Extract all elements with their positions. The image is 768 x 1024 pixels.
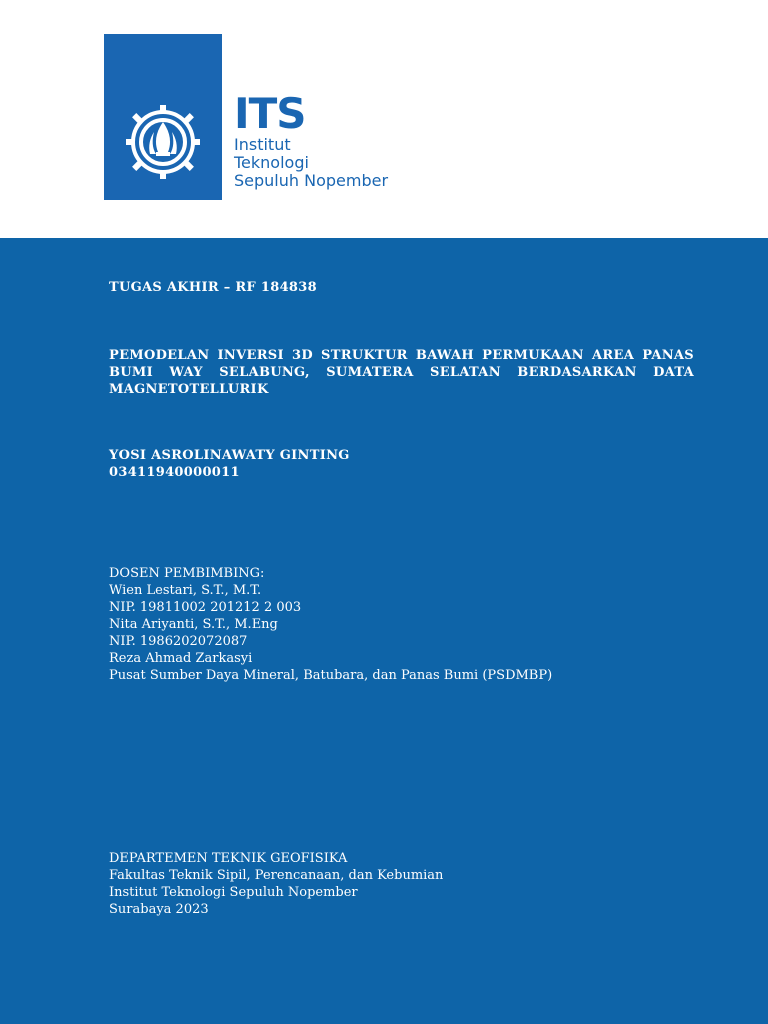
affiliation-block — [109, 850, 443, 918]
thesis-title: PEMODELAN INVERSI 3D STRUKTUR BAWAH PERMUKAAN AREA PANAS BUMI WAY SELABUNG, SUMATERA SELATAN BERDASARKAN DATA MAGNETOTELLURIK — [109, 348, 694, 397]
supervisor-line: Reza Ahmad Zarkasyi — [109, 651, 253, 666]
institute-name: Institut Teknologi Sepuluh Nopember — [109, 885, 358, 900]
its-emblem-icon — [104, 34, 222, 200]
its-wordmark: ITS — [234, 89, 306, 138]
supervisor-line: NIP. 19811002 201212 2 003 — [109, 600, 302, 615]
institution-brand — [234, 89, 389, 190]
supervisor-line: NIP. 1986202072087 — [109, 634, 248, 649]
supervisors-heading: DOSEN PEMBIMBING: — [109, 566, 265, 581]
supervisor-line: Pusat Sumber Daya Mineral, Batubara, dan Panas Bumi (PSDMBP) — [109, 668, 553, 683]
department-name: DEPARTEMEN TEKNIK GEOFISIKA — [109, 851, 348, 866]
thesis-code: TUGAS AKHIR – RF 184838 — [109, 280, 317, 295]
faculty-name: Fakultas Teknik Sipil, Perencanaan, dan Kebumian — [109, 868, 444, 883]
its-emblem-logo — [104, 34, 222, 200]
supervisors-block — [109, 565, 552, 684]
supervisor-line: Nita Ariyanti, S.T., M.Eng — [109, 617, 278, 632]
institution-name-line-2: Teknologi — [234, 153, 309, 172]
student-id: 03411940000011 — [109, 465, 240, 480]
author-name: YOSI ASROLINAWATY GINTING — [109, 448, 350, 463]
city-year: Surabaya 2023 — [109, 902, 209, 917]
institution-name-line-3: Sepuluh Nopember — [234, 171, 389, 190]
supervisor-line: Wien Lestari, S.T., M.T. — [109, 583, 262, 598]
institution-name-line-1: Institut — [234, 135, 291, 154]
